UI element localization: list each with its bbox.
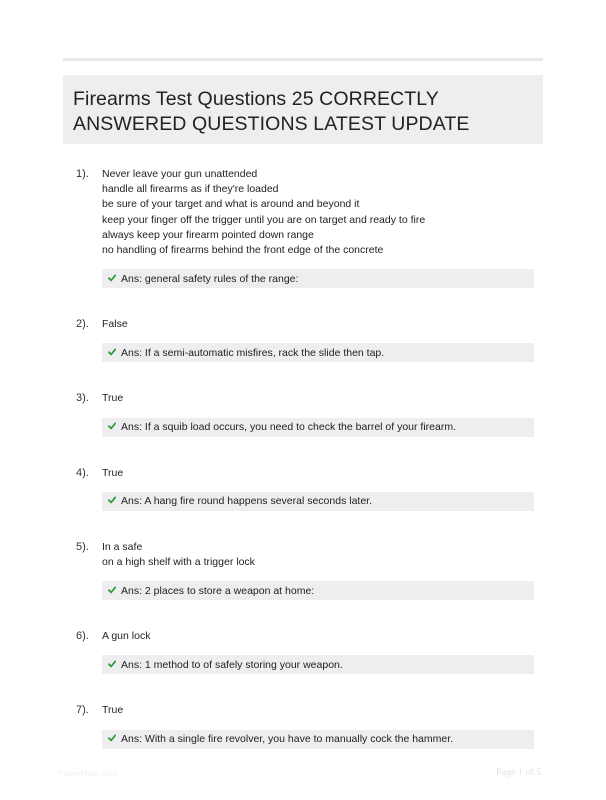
option-text: A gun lock [102, 630, 151, 643]
check-icon [108, 660, 116, 668]
option-text: no handling of firearms behind the front edge of the concrete [102, 244, 384, 257]
answer-text: Ans: 1 method to of safely storing your weapon. [121, 658, 343, 671]
question-options [102, 539, 536, 570]
answer-box [102, 730, 534, 749]
option-text: In a safe [102, 540, 143, 553]
question-options [102, 316, 536, 332]
answer-box [102, 269, 534, 288]
option-text: Never leave your gun unattended [102, 168, 258, 180]
check-icon [108, 348, 116, 356]
answer-text: Ans: general safety rules of the range: [121, 272, 299, 285]
question-number: 1). [76, 168, 89, 180]
option-text: keep your finger off the trigger until you are on target and ready to fire [102, 213, 426, 226]
question-options [102, 628, 536, 644]
question-body [102, 702, 536, 748]
answer-text: Ans: 2 places to store a weapon at home: [121, 584, 315, 597]
question-item [76, 702, 536, 748]
question-options [102, 702, 536, 718]
question-number: 3). [76, 392, 89, 405]
question-item [76, 166, 536, 288]
option-text: False [102, 318, 128, 331]
question-body [102, 390, 536, 436]
check-icon [108, 496, 116, 504]
answer-box [102, 581, 534, 600]
answer-box [102, 343, 534, 362]
answer-text: Ans: If a squib load occurs, you need to check the barrel of your firearm. [121, 421, 457, 434]
question-body [102, 465, 536, 511]
top-divider [63, 58, 543, 61]
option-text: always keep your firearm pointed down range [102, 228, 314, 241]
check-icon [108, 586, 116, 594]
answer-text: Ans: A hang fire round happens several seconds later. [121, 495, 373, 508]
option-text: True [102, 392, 124, 405]
question-list [76, 166, 536, 777]
question-options [102, 465, 536, 481]
question-options [102, 166, 536, 258]
question-body [102, 539, 536, 600]
answer-box [102, 655, 534, 674]
question-number: 7). [76, 704, 89, 717]
answer-box [102, 492, 534, 511]
page-number: Page 1 of 5 [496, 767, 542, 778]
question-item [76, 316, 536, 362]
answer-text: Ans: If a semi-automatic misfires, rack the slide then tap. [121, 346, 385, 359]
option-text: True [102, 466, 124, 479]
page-title-line-2: ANSWERED QUESTIONS LATEST UPDATE [73, 113, 470, 135]
question-body [102, 166, 536, 288]
question-number: 2). [76, 318, 89, 331]
answer-box [102, 418, 534, 437]
option-text: True [102, 704, 124, 717]
question-body [102, 628, 536, 674]
page-title-line-1: Firearms Test Questions 25 CORRECTLY [73, 88, 439, 110]
question-item [76, 628, 536, 674]
question-item [76, 539, 536, 600]
question-options [102, 390, 536, 406]
question-body [102, 316, 536, 362]
option-text: handle all firearms as if they're loaded [102, 183, 279, 196]
question-number: 4). [76, 466, 89, 479]
question-item [76, 390, 536, 436]
check-icon [108, 422, 116, 430]
question-number: 6). [76, 630, 89, 643]
option-text: on a high shelf with a trigger lock [102, 556, 255, 569]
footer-watermark: PaperMate.com [58, 768, 118, 778]
question-item [76, 465, 536, 511]
check-icon [108, 734, 116, 742]
answer-text: Ans: With a single fire revolver, you have to manually cock the hammer. [121, 733, 454, 746]
question-number: 5). [76, 540, 89, 553]
title-box [63, 75, 543, 144]
check-icon [108, 274, 116, 282]
option-text: be sure of your target and what is around and beyond it [102, 198, 360, 211]
